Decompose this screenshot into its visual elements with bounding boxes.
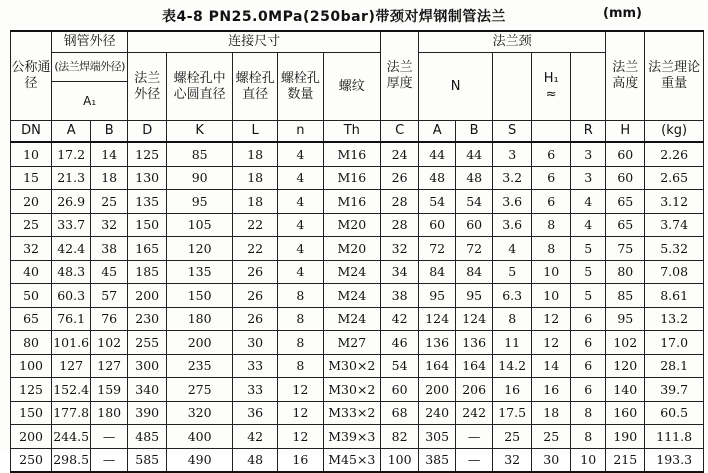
table-row xyxy=(11,307,704,331)
cell-neck-b: 84 xyxy=(456,260,493,284)
cell-dn: 50 xyxy=(11,284,52,308)
cell-thickness: 32 xyxy=(381,237,419,261)
cell-neck-b: 124 xyxy=(456,307,493,331)
neck-h1-header xyxy=(532,53,571,121)
cell-pipe-od-a: 26.9 xyxy=(52,190,91,214)
cell-flange-od: 340 xyxy=(128,378,167,402)
cell-dn: 65 xyxy=(11,307,52,331)
cell-height: 140 xyxy=(606,378,645,402)
cell-bolt-count: 8 xyxy=(278,354,323,378)
cell-pipe-od-b: 159 xyxy=(91,378,128,402)
cell-bolt-count: 8 xyxy=(278,307,323,331)
dn-header: 公称通径 xyxy=(11,31,52,121)
cell-neck-a: 84 xyxy=(419,260,456,284)
cell-thickness: 54 xyxy=(381,354,419,378)
cell-pipe-od-b: 76 xyxy=(91,307,128,331)
cell-weight: 60.5 xyxy=(645,401,704,425)
cell-neck-h1: 25 xyxy=(532,425,571,449)
cell-neck-s: 14.2 xyxy=(493,354,532,378)
cell-bolt-count: 12 xyxy=(278,378,323,402)
cell-bolt-hole: 18 xyxy=(233,142,278,166)
cell-bolt-count: 12 xyxy=(278,401,323,425)
cell-thickness: 28 xyxy=(381,190,419,214)
cell-neck-r: 8 xyxy=(571,401,606,425)
cell-weight: 3.74 xyxy=(645,213,704,237)
cell-bolt-circle: 275 xyxy=(167,378,233,402)
cell-bolt-hole: 18 xyxy=(233,190,278,214)
cell-neck-b: 54 xyxy=(456,190,493,214)
cell-dn: 20 xyxy=(11,190,52,214)
cell-neck-r: 4 xyxy=(571,213,606,237)
cell-bolt-hole: 36 xyxy=(233,401,278,425)
cell-neck-r: 6 xyxy=(571,378,606,402)
cell-neck-r: 5 xyxy=(571,260,606,284)
cell-thread: M24 xyxy=(323,284,381,308)
cell-bolt-hole: 26 xyxy=(233,260,278,284)
cell-flange-od: 585 xyxy=(128,448,167,472)
cell-neck-a: 164 xyxy=(419,354,456,378)
cell-flange-od: 135 xyxy=(128,190,167,214)
table-row xyxy=(11,284,704,308)
cell-neck-r: 10 xyxy=(571,448,606,472)
height-header: 法兰高度 xyxy=(606,31,645,121)
neck-header: 法兰颈 xyxy=(419,31,606,53)
cell-bolt-hole: 18 xyxy=(233,166,278,190)
cell-pipe-od-a: 127 xyxy=(52,354,91,378)
cell-flange-od: 130 xyxy=(128,166,167,190)
cell-pipe-od-a: 17.2 xyxy=(52,142,91,166)
cell-weight: 17.0 xyxy=(645,331,704,355)
cell-thread: M20 xyxy=(323,213,381,237)
cell-thickness: 100 xyxy=(381,448,419,472)
bolt-count-header: 螺栓孔数量 xyxy=(278,53,323,121)
approx-symbol: ≈ xyxy=(545,86,557,102)
cell-bolt-count: 4 xyxy=(278,142,323,166)
cell-bolt-count: 4 xyxy=(278,213,323,237)
cell-neck-b: 44 xyxy=(456,142,493,166)
bolt-circle-header: 螺栓孔中心圆直径 xyxy=(167,53,233,121)
cell-bolt-count: 4 xyxy=(278,237,323,261)
sym-s: S xyxy=(493,121,532,143)
cell-bolt-circle: 320 xyxy=(167,401,233,425)
cell-pipe-od-a: 42.4 xyxy=(52,237,91,261)
cell-height: 120 xyxy=(606,354,645,378)
cell-neck-r: 5 xyxy=(571,284,606,308)
cell-bolt-hole: 42 xyxy=(233,425,278,449)
sym-r: R xyxy=(571,121,606,143)
cell-pipe-od-a: 152.4 xyxy=(52,378,91,402)
cell-bolt-circle: 105 xyxy=(167,213,233,237)
cell-neck-r: 4 xyxy=(571,190,606,214)
cell-thread: M39×3 xyxy=(323,425,381,449)
cell-bolt-hole: 48 xyxy=(233,448,278,472)
cell-neck-b: 48 xyxy=(456,166,493,190)
cell-dn: 200 xyxy=(11,425,52,449)
cell-pipe-od-a: 60.3 xyxy=(52,284,91,308)
cell-pipe-od-b: 18 xyxy=(91,166,128,190)
cell-bolt-circle: 180 xyxy=(167,307,233,331)
cell-thread: M16 xyxy=(323,190,381,214)
cell-bolt-hole: 26 xyxy=(233,284,278,308)
sym-h: H xyxy=(606,121,645,143)
cell-pipe-od-a: 21.3 xyxy=(52,166,91,190)
table-row xyxy=(11,448,704,472)
cell-neck-a: 60 xyxy=(419,213,456,237)
cell-pipe-od-b: 180 xyxy=(91,401,128,425)
thickness-header: 法兰厚度 xyxy=(381,31,419,121)
cell-pipe-od-b: 57 xyxy=(91,284,128,308)
cell-neck-h1: 6 xyxy=(532,166,571,190)
cell-flange-od: 255 xyxy=(128,331,167,355)
sym-dn: DN xyxy=(11,121,52,143)
cell-neck-b: 164 xyxy=(456,354,493,378)
cell-flange-od: 185 xyxy=(128,260,167,284)
cell-neck-a: 305 xyxy=(419,425,456,449)
cell-bolt-count: 12 xyxy=(278,425,323,449)
cell-bolt-circle: 150 xyxy=(167,284,233,308)
cell-neck-b: 72 xyxy=(456,237,493,261)
cell-thickness: 24 xyxy=(381,142,419,166)
cell-neck-r: 6 xyxy=(571,307,606,331)
cell-neck-s: 25 xyxy=(493,425,532,449)
unit-label: (mm) xyxy=(603,6,642,21)
cell-weight: 39.7 xyxy=(645,378,704,402)
cell-thickness: 60 xyxy=(381,378,419,402)
table-body xyxy=(11,142,704,472)
cell-bolt-hole: 26 xyxy=(233,307,278,331)
cell-neck-a: 240 xyxy=(419,401,456,425)
flange-table xyxy=(10,30,704,473)
cell-neck-h1: 30 xyxy=(532,448,571,472)
cell-thread: M30×2 xyxy=(323,354,381,378)
cell-thickness: 38 xyxy=(381,284,419,308)
table-row xyxy=(11,378,704,402)
cell-thread: M33×2 xyxy=(323,401,381,425)
cell-dn: 25 xyxy=(11,213,52,237)
cell-neck-s: 3.2 xyxy=(493,166,532,190)
cell-height: 80 xyxy=(606,260,645,284)
neck-s-blank xyxy=(493,53,532,121)
table-row xyxy=(11,213,704,237)
cell-bolt-count: 8 xyxy=(278,331,323,355)
cell-bolt-count: 4 xyxy=(278,166,323,190)
table-header xyxy=(11,31,704,142)
cell-neck-b: 95 xyxy=(456,284,493,308)
cell-height: 85 xyxy=(606,284,645,308)
cell-weight: 28.1 xyxy=(645,354,704,378)
cell-flange-od: 390 xyxy=(128,401,167,425)
cell-pipe-od-a: 244.5 xyxy=(52,425,91,449)
cell-neck-h1: 10 xyxy=(532,284,571,308)
cell-pipe-od-a: 298.5 xyxy=(52,448,91,472)
cell-pipe-od-b: 102 xyxy=(91,331,128,355)
cell-weight: 13.2 xyxy=(645,307,704,331)
cell-weight: 2.65 xyxy=(645,166,704,190)
cell-height: 65 xyxy=(606,213,645,237)
cell-neck-s: 3.6 xyxy=(493,190,532,214)
connection-header: 连接尺寸 xyxy=(128,31,381,53)
cell-neck-s: 5 xyxy=(493,260,532,284)
pipe-od-header: 钢管外径 xyxy=(52,31,128,53)
cell-thickness: 42 xyxy=(381,307,419,331)
cell-bolt-hole: 30 xyxy=(233,331,278,355)
cell-pipe-od-a: 48.3 xyxy=(52,260,91,284)
cell-flange-od: 150 xyxy=(128,213,167,237)
cell-height: 60 xyxy=(606,166,645,190)
cell-weight: 5.32 xyxy=(645,237,704,261)
cell-weight: 193.3 xyxy=(645,448,704,472)
cell-neck-r: 8 xyxy=(571,425,606,449)
cell-neck-a: 385 xyxy=(419,448,456,472)
sym-th: Th xyxy=(323,121,381,143)
h1-symbol: H₁ xyxy=(543,70,559,86)
cell-dn: 15 xyxy=(11,166,52,190)
pipe-od-note: (法兰焊端外径) xyxy=(52,53,128,82)
cell-neck-a: 136 xyxy=(419,331,456,355)
cell-neck-s: 16 xyxy=(493,378,532,402)
cell-neck-b: — xyxy=(456,425,493,449)
sym-c: C xyxy=(381,121,419,143)
cell-height: 160 xyxy=(606,401,645,425)
cell-bolt-hole: 33 xyxy=(233,354,278,378)
cell-height: 190 xyxy=(606,425,645,449)
cell-neck-a: 44 xyxy=(419,142,456,166)
cell-neck-h1: 6 xyxy=(532,142,571,166)
cell-thread: M24 xyxy=(323,260,381,284)
cell-pipe-od-b: — xyxy=(91,448,128,472)
cell-dn: 150 xyxy=(11,401,52,425)
cell-flange-od: 230 xyxy=(128,307,167,331)
cell-flange-od: 125 xyxy=(128,142,167,166)
cell-neck-r: 5 xyxy=(571,237,606,261)
table-row xyxy=(11,401,704,425)
cell-bolt-circle: 400 xyxy=(167,425,233,449)
thread-header: 螺纹 xyxy=(323,53,381,121)
cell-height: 102 xyxy=(606,331,645,355)
table-row xyxy=(11,354,704,378)
cell-bolt-circle: 200 xyxy=(167,331,233,355)
cell-pipe-od-b: 45 xyxy=(91,260,128,284)
cell-flange-od: 485 xyxy=(128,425,167,449)
cell-pipe-od-a: 177.8 xyxy=(52,401,91,425)
cell-weight: 2.26 xyxy=(645,142,704,166)
cell-thread: M27 xyxy=(323,331,381,355)
cell-neck-s: 6.3 xyxy=(493,284,532,308)
sym-neck-a: A xyxy=(419,121,456,143)
cell-pipe-od-a: 76.1 xyxy=(52,307,91,331)
sym-n: n xyxy=(278,121,323,143)
cell-neck-a: 95 xyxy=(419,284,456,308)
cell-dn: 250 xyxy=(11,448,52,472)
cell-neck-h1: 18 xyxy=(532,401,571,425)
flange-od-header: 法兰外径 xyxy=(128,53,167,121)
cell-neck-r: 6 xyxy=(571,354,606,378)
cell-flange-od: 200 xyxy=(128,284,167,308)
cell-height: 65 xyxy=(606,190,645,214)
cell-height: 75 xyxy=(606,237,645,261)
cell-bolt-count: 4 xyxy=(278,260,323,284)
cell-weight: 111.8 xyxy=(645,425,704,449)
cell-height: 215 xyxy=(606,448,645,472)
table-row xyxy=(11,425,704,449)
cell-bolt-hole: 33 xyxy=(233,378,278,402)
cell-weight: 7.08 xyxy=(645,260,704,284)
cell-thread: M30×2 xyxy=(323,378,381,402)
cell-thickness: 26 xyxy=(381,166,419,190)
cell-pipe-od-b: — xyxy=(91,425,128,449)
cell-flange-od: 300 xyxy=(128,354,167,378)
cell-neck-s: 4 xyxy=(493,237,532,261)
cell-bolt-circle: 95 xyxy=(167,190,233,214)
cell-dn: 10 xyxy=(11,142,52,166)
cell-dn: 100 xyxy=(11,354,52,378)
sym-neck-b: B xyxy=(456,121,493,143)
cell-thread: M20 xyxy=(323,237,381,261)
cell-neck-r: 3 xyxy=(571,166,606,190)
cell-neck-r: 3 xyxy=(571,142,606,166)
cell-bolt-count: 16 xyxy=(278,448,323,472)
cell-neck-h1: 16 xyxy=(532,378,571,402)
cell-neck-b: 60 xyxy=(456,213,493,237)
cell-neck-s: 8 xyxy=(493,307,532,331)
cell-bolt-circle: 90 xyxy=(167,166,233,190)
sym-l: L xyxy=(233,121,278,143)
cell-neck-s: 32 xyxy=(493,448,532,472)
cell-flange-od: 165 xyxy=(128,237,167,261)
cell-dn: 125 xyxy=(11,378,52,402)
sym-kg: (kg) xyxy=(645,121,704,143)
neck-r-blank xyxy=(571,53,606,121)
table-row xyxy=(11,331,704,355)
cell-neck-b: 206 xyxy=(456,378,493,402)
cell-bolt-circle: 490 xyxy=(167,448,233,472)
cell-bolt-circle: 85 xyxy=(167,142,233,166)
cell-neck-h1: 12 xyxy=(532,307,571,331)
sym-k: K xyxy=(167,121,233,143)
cell-neck-b: 136 xyxy=(456,331,493,355)
cell-bolt-circle: 235 xyxy=(167,354,233,378)
cell-neck-b: — xyxy=(456,448,493,472)
cell-weight: 3.12 xyxy=(645,190,704,214)
title-row xyxy=(0,0,708,28)
cell-neck-a: 54 xyxy=(419,190,456,214)
cell-neck-s: 11 xyxy=(493,331,532,355)
weight-header: 法兰理论重量 xyxy=(645,31,704,121)
cell-neck-a: 200 xyxy=(419,378,456,402)
cell-neck-r: 6 xyxy=(571,331,606,355)
cell-neck-b: 242 xyxy=(456,401,493,425)
cell-bolt-count: 8 xyxy=(278,284,323,308)
cell-thickness: 68 xyxy=(381,401,419,425)
pipe-od-symbol: A₁ xyxy=(52,82,128,121)
cell-bolt-hole: 22 xyxy=(233,213,278,237)
table-row xyxy=(11,237,704,261)
cell-thickness: 28 xyxy=(381,213,419,237)
sym-a: A xyxy=(52,121,91,143)
cell-pipe-od-a: 101.6 xyxy=(52,331,91,355)
cell-neck-a: 48 xyxy=(419,166,456,190)
table-row xyxy=(11,260,704,284)
cell-neck-s: 3 xyxy=(493,142,532,166)
cell-neck-h1: 14 xyxy=(532,354,571,378)
cell-thread: M45×3 xyxy=(323,448,381,472)
cell-height: 95 xyxy=(606,307,645,331)
sym-h1-blank xyxy=(532,121,571,143)
cell-pipe-od-b: 25 xyxy=(91,190,128,214)
cell-neck-a: 72 xyxy=(419,237,456,261)
table-row xyxy=(11,190,704,214)
cell-neck-h1: 6 xyxy=(532,190,571,214)
cell-dn: 32 xyxy=(11,237,52,261)
bolt-hole-header: 螺栓孔直径 xyxy=(233,53,278,121)
cell-neck-a: 124 xyxy=(419,307,456,331)
cell-pipe-od-b: 127 xyxy=(91,354,128,378)
cell-pipe-od-b: 38 xyxy=(91,237,128,261)
cell-neck-s: 17.5 xyxy=(493,401,532,425)
cell-bolt-circle: 120 xyxy=(167,237,233,261)
cell-thickness: 34 xyxy=(381,260,419,284)
cell-thread: M24 xyxy=(323,307,381,331)
cell-dn: 80 xyxy=(11,331,52,355)
cell-bolt-count: 4 xyxy=(278,190,323,214)
cell-weight: 8.61 xyxy=(645,284,704,308)
cell-neck-h1: 8 xyxy=(532,237,571,261)
cell-dn: 40 xyxy=(11,260,52,284)
cell-bolt-hole: 22 xyxy=(233,237,278,261)
cell-thickness: 82 xyxy=(381,425,419,449)
cell-thickness: 46 xyxy=(381,331,419,355)
cell-pipe-od-b: 14 xyxy=(91,142,128,166)
cell-pipe-od-b: 32 xyxy=(91,213,128,237)
cell-neck-h1: 12 xyxy=(532,331,571,355)
sym-b: B xyxy=(91,121,128,143)
table-title: 表4-8 PN25.0MPa(250bar)带颈对焊钢制管法兰 xyxy=(162,9,506,25)
cell-height: 60 xyxy=(606,142,645,166)
cell-neck-h1: 8 xyxy=(532,213,571,237)
cell-neck-h1: 10 xyxy=(532,260,571,284)
sym-d: D xyxy=(128,121,167,143)
cell-bolt-circle: 135 xyxy=(167,260,233,284)
neck-n-header: N xyxy=(419,53,493,121)
cell-neck-s: 3.6 xyxy=(493,213,532,237)
cell-thread: M16 xyxy=(323,142,381,166)
table-row xyxy=(11,166,704,190)
cell-thread: M16 xyxy=(323,166,381,190)
table-row xyxy=(11,142,704,166)
cell-pipe-od-a: 33.7 xyxy=(52,213,91,237)
